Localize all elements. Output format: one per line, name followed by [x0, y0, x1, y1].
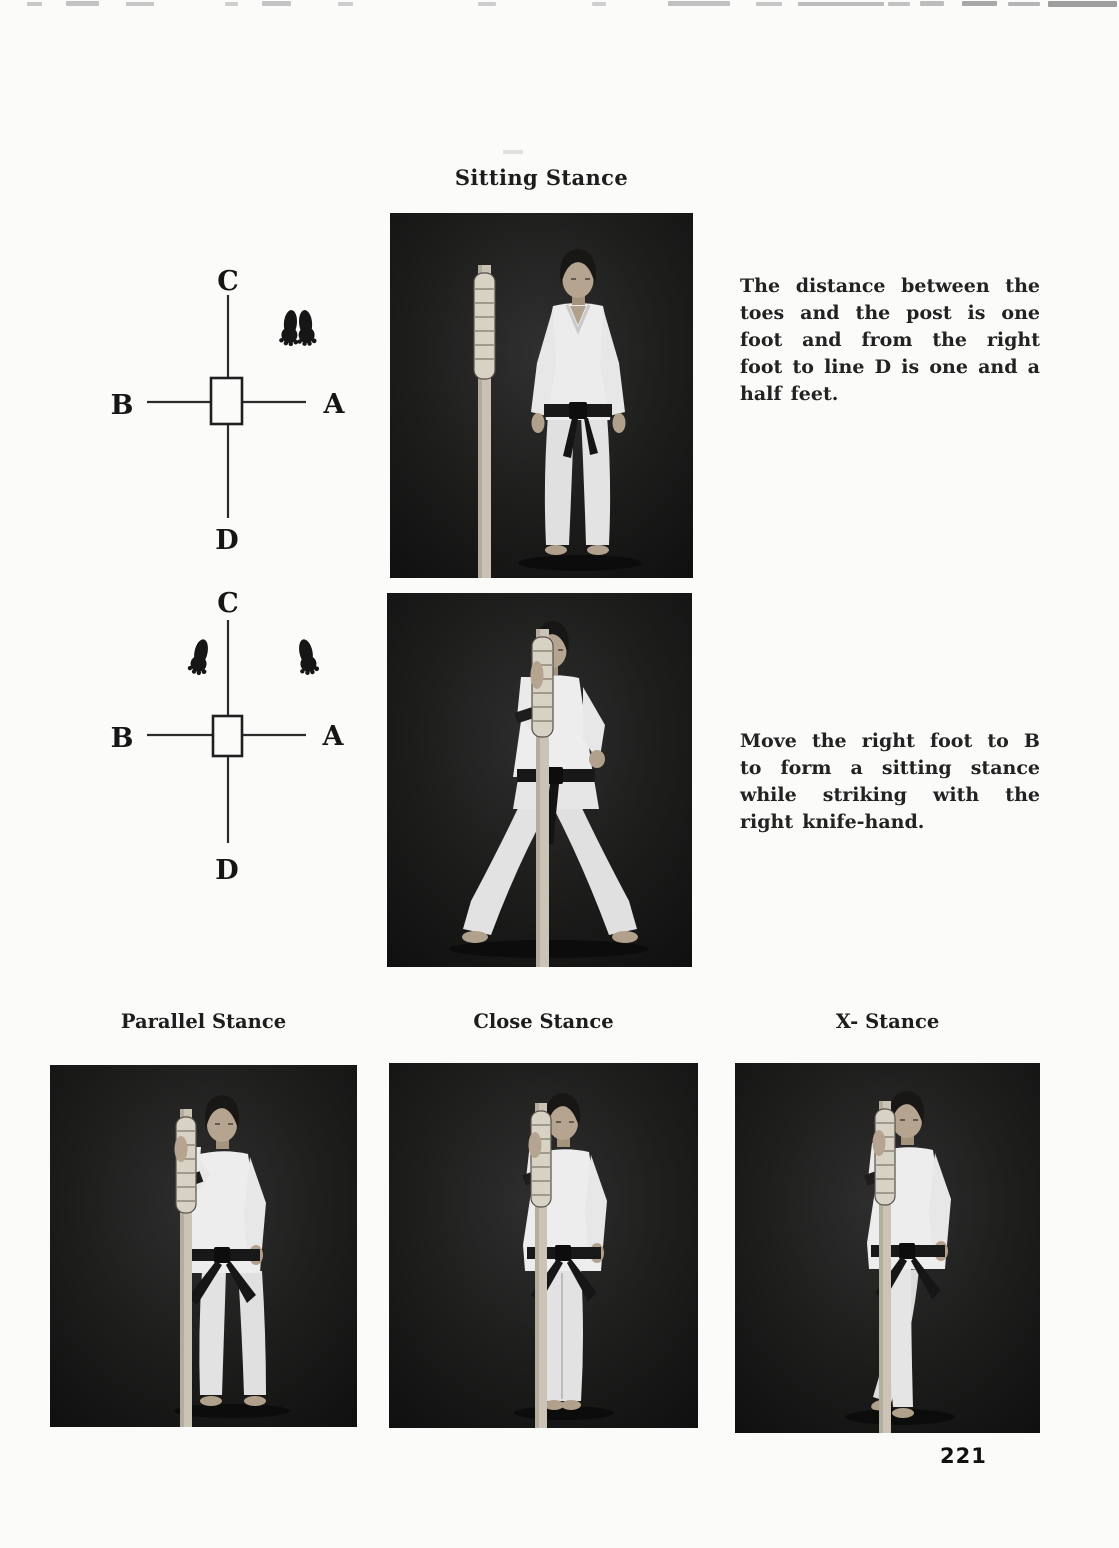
- knife-hand: [873, 1130, 886, 1156]
- scan-mark: [798, 2, 884, 6]
- stance-diagram-sitting-stance: [90, 585, 370, 885]
- stance-diagram-ready-position: [90, 245, 370, 560]
- scan-mark: [66, 1, 99, 6]
- diagram-label-b: B: [110, 723, 134, 754]
- post-symbol: [211, 378, 242, 424]
- caption-parallel-stance: Parallel Stance: [120, 1010, 287, 1033]
- scan-mark: [962, 1, 997, 6]
- photo-close-stance: [389, 1063, 698, 1428]
- scan-mark: [27, 2, 42, 6]
- scan-mark: [920, 1, 944, 6]
- page-number: 221: [940, 1444, 987, 1468]
- caption-x-stance: X- Stance: [835, 1010, 940, 1033]
- post-symbol: [213, 716, 242, 756]
- diagram-label-d: D: [215, 525, 239, 556]
- photo-parallel-stance: [50, 1065, 357, 1427]
- diagram-label-a: A: [323, 389, 345, 420]
- scan-mark: [225, 2, 238, 6]
- scan-mark: [668, 1, 730, 6]
- scan-mark: [478, 2, 496, 6]
- photo-x-stance: [735, 1063, 1040, 1433]
- photo-ready-stance: [390, 213, 693, 578]
- footprints-pair-apart: [187, 637, 320, 676]
- caption-close-stance: Close Stance: [473, 1010, 614, 1033]
- diagram-label-d: D: [215, 855, 239, 885]
- scan-mark: [262, 1, 291, 6]
- knife-hand: [531, 661, 544, 689]
- scan-mark: [592, 2, 606, 6]
- scan-mark: [503, 150, 523, 154]
- scan-mark: [338, 2, 353, 6]
- scan-mark: [1048, 1, 1117, 7]
- diagram-label-b: B: [110, 390, 134, 421]
- diagram-label-c: C: [217, 266, 239, 297]
- photo-sitting-stance-strike: [387, 593, 692, 967]
- instruction-text-1: The distance between the toes and the post is one foot and from the right foot to line D is one and a half feet.: [740, 275, 1040, 405]
- scan-mark: [888, 2, 910, 6]
- diagram-label-a: A: [322, 721, 344, 752]
- knife-hand: [175, 1136, 188, 1162]
- diagram-label-c: C: [217, 588, 239, 619]
- knife-hand: [529, 1132, 542, 1158]
- scan-mark: [756, 2, 782, 6]
- scan-mark: [1008, 2, 1040, 6]
- footprints-pair-close: [279, 309, 317, 347]
- scan-mark: [126, 2, 154, 6]
- instruction-text-2: Move the right foot to B to form a sitting stance while striking with the right knife-hand.: [740, 730, 1040, 833]
- page-title: Sitting Stance: [454, 165, 629, 190]
